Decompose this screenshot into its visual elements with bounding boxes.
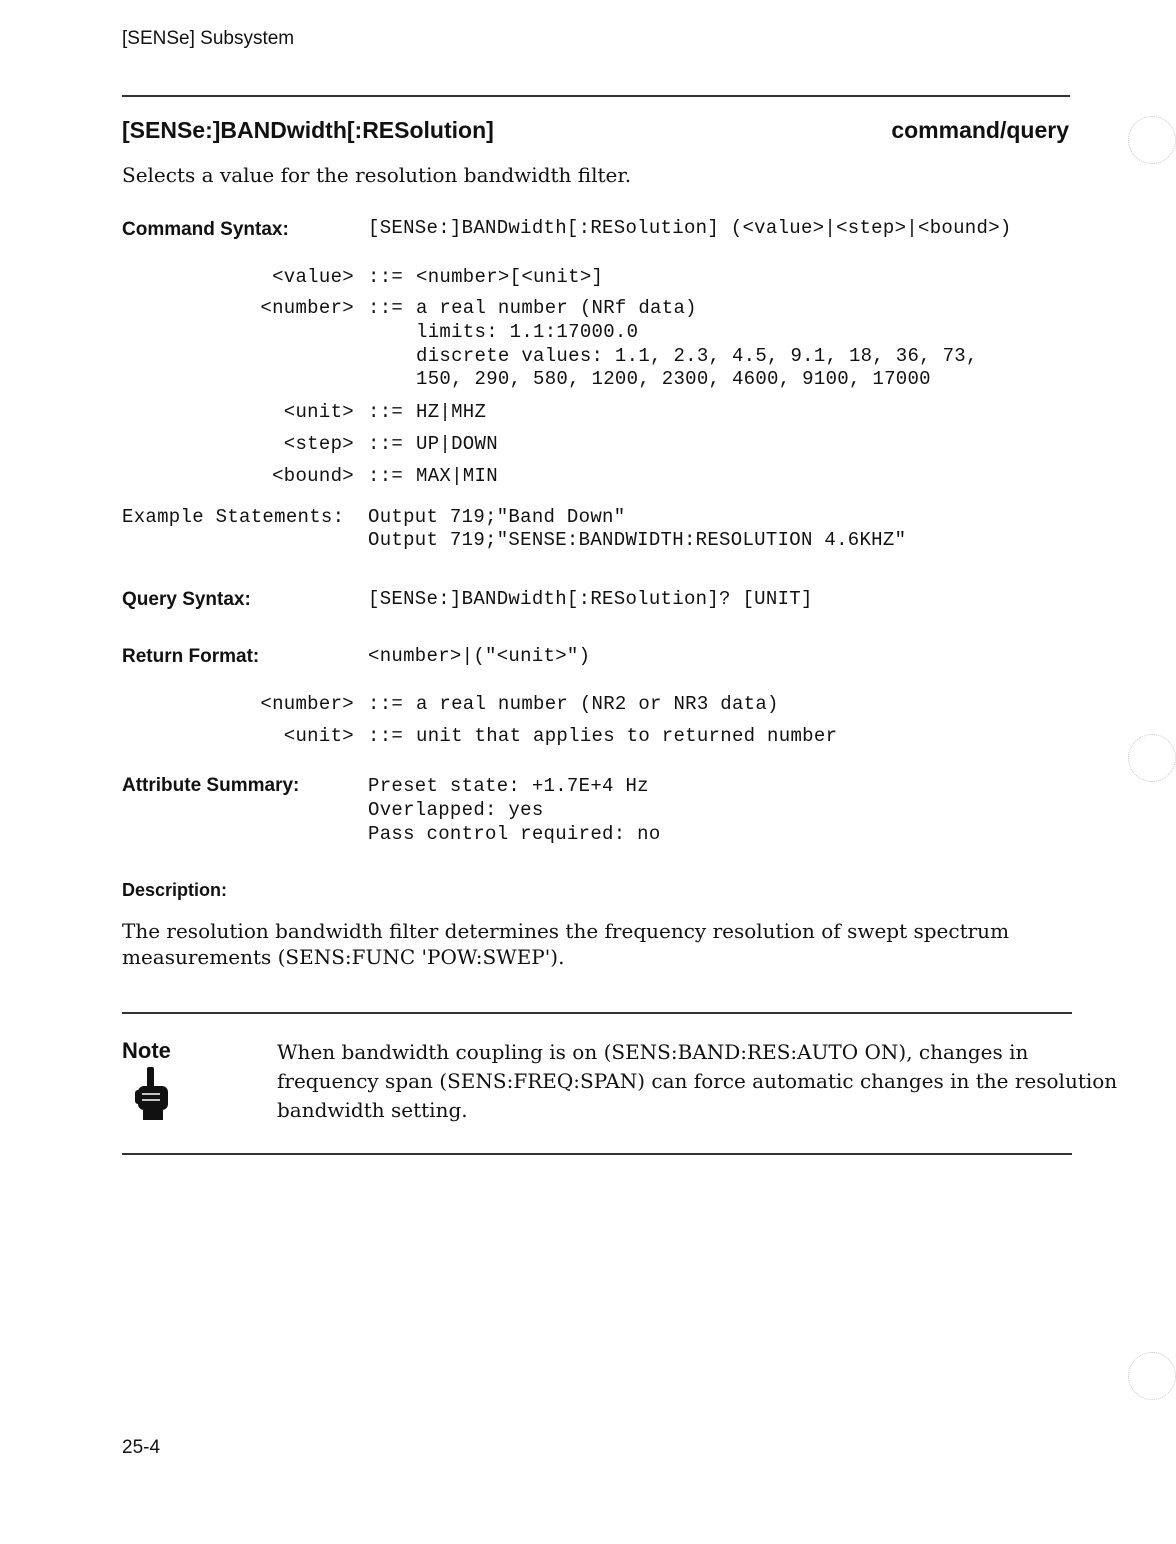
def-term-number: <number> <box>260 297 354 319</box>
return-term-unit: <unit> <box>283 725 354 747</box>
def-bound-line: MAX|MIN <box>416 465 498 487</box>
example-statements-label: Example Statements: <box>122 506 345 528</box>
attribute-line: Preset state: +1.7E+4 Hz <box>368 775 649 797</box>
def-term-value: <value> <box>272 266 354 288</box>
description-label: Description: <box>122 880 228 900</box>
description-line: The resolution bandwidth filter determines the frequency resolution of swept spectrum <box>122 919 1010 943</box>
attribute-line: Pass control required: no <box>368 823 661 845</box>
def-op: ::= <box>368 693 404 715</box>
command-title: [SENSe:]BANDwidth[:RESolution] <box>122 117 494 143</box>
def-number-line: discrete values: 1.1, 2.3, 4.5, 9.1, 18, 36, 73, <box>416 345 978 367</box>
query-syntax-label: Query Syntax: <box>122 589 251 610</box>
def-term-step: <step> <box>283 433 354 455</box>
pointing-hand-icon <box>133 1066 173 1122</box>
note-line: bandwidth setting. <box>277 1098 468 1122</box>
query-syntax: [SENSe:]BANDwidth[:RESolution]? [UNIT] <box>368 588 813 610</box>
def-number-line: 150, 290, 580, 1200, 2300, 4600, 9100, 17000 <box>416 368 931 390</box>
page-number: 25-4 <box>122 1437 161 1458</box>
def-op: ::= <box>368 465 404 487</box>
def-number-line: a real number (NRf data) <box>416 297 697 319</box>
return-format-label: Return Format: <box>122 646 260 667</box>
return-term-number: <number> <box>260 693 354 715</box>
binder-hole <box>1128 734 1176 782</box>
command-syntax-label: Command Syntax: <box>122 219 289 240</box>
def-number-line: limits: 1.1:17000.0 <box>416 321 639 343</box>
command-syntax: [SENSe:]BANDwidth[:RESolution] (<value>|<step>|<bound>) <box>368 217 1012 239</box>
return-number-text: a real number (NR2 or NR3 data) <box>416 693 779 715</box>
running-header: [SENSe] Subsystem <box>122 28 295 49</box>
return-unit-text: unit that applies to returned number <box>416 725 838 747</box>
attribute-line: Overlapped: yes <box>368 799 544 821</box>
def-op: ::= <box>368 725 404 747</box>
header-rule <box>122 95 1070 97</box>
binder-hole <box>1128 116 1176 164</box>
return-format: <number>|("<unit>") <box>368 645 591 667</box>
def-term-bound: <bound> <box>272 465 354 487</box>
def-op: ::= <box>368 297 404 319</box>
def-step-line: UP|DOWN <box>416 433 498 455</box>
note-line: frequency span (SENS:FREQ:SPAN) can force automatic changes in the resolution <box>277 1069 1118 1093</box>
def-op: ::= <box>368 401 404 423</box>
binder-hole <box>1128 1352 1176 1400</box>
attribute-summary-label: Attribute Summary: <box>122 775 300 796</box>
note-label: Note <box>122 1038 171 1063</box>
note-line: When bandwidth coupling is on (SENS:BAND:RES:AUTO ON), changes in <box>277 1040 1029 1064</box>
command-type: command/query <box>891 117 1069 143</box>
def-unit-line: HZ|MHZ <box>416 401 487 423</box>
example-statement: Output 719;"Band Down" <box>368 506 626 528</box>
description-line: measurements (SENS:FUNC 'POW:SWEP'). <box>122 945 565 969</box>
def-term-unit: <unit> <box>283 401 354 423</box>
def-op: ::= <box>368 433 404 455</box>
def-value-line: <number>[<unit>] <box>416 266 604 288</box>
def-op: ::= <box>368 266 404 288</box>
note-bottom-rule <box>122 1153 1072 1155</box>
note-top-rule <box>122 1012 1072 1014</box>
command-summary: Selects a value for the resolution bandwidth filter. <box>122 163 632 187</box>
example-statement: Output 719;"SENSE:BANDWIDTH:RESOLUTION 4.6KHZ" <box>368 529 907 551</box>
